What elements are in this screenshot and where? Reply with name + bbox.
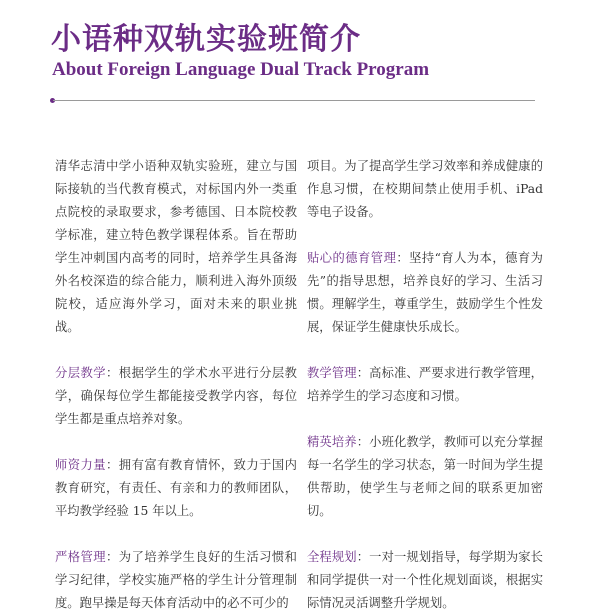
- section-text: ：根据学生的学术水平进行分层教学，确保每位学生都能接受教学内容，每位学生都是重点培养对象。: [55, 366, 297, 426]
- section-text: ：拥有富有教育情怀，致力于国内教育研究，有责任、有亲和力的教师团队，平均教学经验 15 年以上。: [55, 458, 297, 518]
- section-heading: 分层教学: [55, 366, 107, 380]
- section-strict-management: [55, 546, 297, 615]
- page-title: 小语种双轨实验班简介: [51, 22, 361, 57]
- section-moral-education: [307, 247, 543, 339]
- section-teaching-management: [307, 362, 543, 408]
- section-tiered-teaching: [55, 362, 297, 431]
- intro-paragraph: 清华志清中学小语种双轨实验班，建立与国际接轨的当代教育模式，对标国内外一类重点院校的录取要求，参考德国、日本院校教学标准，建立特色教学课程体系。旨在帮助学生冲刺国内高考的同时，培养学生具备海外名校深造的综合能力，顺利进入海外顶级院校，适应海外学习，面对未来的职业挑战。: [55, 159, 297, 334]
- section-heading: 全程规划: [307, 550, 357, 564]
- section-text: ：高标准、严要求进行教学管理，培养学生的学习态度和习惯。: [307, 366, 543, 403]
- left-column: [55, 155, 297, 615]
- section-elite-training: [307, 431, 543, 523]
- page-subtitle: About Foreign Language Dual Track Program: [52, 59, 430, 80]
- section-heading: 精英培养: [307, 435, 357, 449]
- section-text: ：坚持“育人为本，德育为先”的指导思想，培养良好的学习、生活习惯。理解学生，尊重学生，鼓励学生个性发展，保证学生健康快乐成长。: [307, 251, 543, 334]
- section-heading: 师资力量: [55, 458, 107, 472]
- section-heading: 贴心的德育管理: [307, 251, 397, 265]
- section-full-planning: [307, 546, 543, 615]
- section-heading: 严格管理: [55, 550, 107, 564]
- right-column: [307, 155, 543, 615]
- section-text: ：为了培养学生良好的生活习惯和学习纪律，学校实施严格的学生计分管理制度。跑早操是每天体育活动中的必不可少的: [55, 550, 297, 610]
- continued-paragraph: 项目。为了提高学生学习效率和养成健康的作息习惯，在校期间禁止使用手机、iPad 等电子设备。: [307, 159, 543, 219]
- header-divider: [53, 100, 535, 101]
- section-heading: 教学管理: [307, 366, 357, 380]
- section-text: ：小班化教学，教师可以充分掌握每一名学生的学习状态，第一时间为学生提供帮助，使学生与老师之间的联系更加密切。: [307, 435, 543, 518]
- section-text: ：一对一规划指导，每学期为家长和同学提供一对一个性化规划面谈，根据实际情况灵活调整升学规划。: [307, 550, 543, 610]
- section-faculty: [55, 454, 297, 523]
